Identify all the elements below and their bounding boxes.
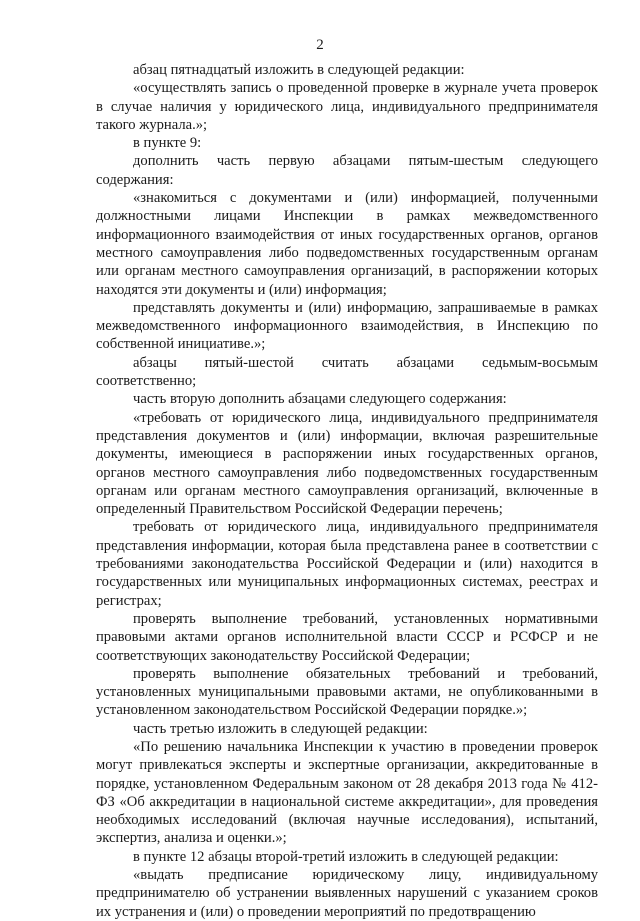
paragraph-4: дополнить часть первую абзацами пятым-шестым следующего содержания: [96,153,598,188]
paragraph-14: «По решению начальника Инспекции к участию в проведении проверок могут привлекаться эксперты и экспертные организации, аккредитованные в порядке, установленном Федеральным законом от 28 декабря 2013 года № 412-ФЗ «Об аккредитации в национальной системе аккредитации», для проведения необходимых исследований (включая научные исследования), испытаний, экспертиз, анализа и оценки.»; [96,738,598,847]
paragraph-7: абзацы пятый-шестой считать абзацами седьмым-восьмым соответственно; [96,354,598,390]
paragraph-12: проверять выполнение обязательных требований и требований, установленных муниципальными правовыми актами, не опубликованными в установленном законодательством Российской Федерации порядке.»; [96,665,598,719]
paragraph-6: представлять документы и (или) информацию, запрашиваемые в рамках межведомственного информационного взаимодействия, в Инспекцию по собственной инициативе.»; [96,299,598,353]
paragraph-2: «осуществлять запись о проведенной проверке в журнале учета проверок в случае наличия у юридического лица, индивидуального предпринимателя такого журнала.»; [96,80,598,133]
paragraph-5: «знакомиться с документами и (или) информацией, полученными должностными лицами Инспекции в рамках межведомственного информационного взаимодействия от иных государственных органов, органов местного самоуправления либо подведомственных государственным органам или органам местного самоуправления организаций, в распоряжении которых находятся эти документы и (или) информация; [96,190,598,298]
paragraph-13: часть третью изложить в следующей редакции: [133,720,428,737]
paragraph-10: требовать от юридического лица, индивидуального предпринимателя представления информации, которая была представлена ранее в соответствии с требованиями законодательства Российской Федерации и (или) находится в государственных или муниципальных информационных системах, реестрах и регистрах; [96,519,598,609]
paragraph-15: в пункте 12 абзацы второй-третий изложить в следующей редакции: [133,848,559,865]
page-number: 2 [316,37,324,53]
paragraph-3: в пункте 9: [133,135,202,152]
paragraph-8: часть вторую дополнить абзацами следующего содержания: [133,391,507,408]
paragraph-1: абзац пятнадцатый изложить в следующей редакции: [133,62,465,78]
paragraph-9: «требовать от юридического лица, индивидуального предпринимателя представления документов и (или) информации, включая разрешительные документы, имеющиеся в распоряжении иных государственных органов, органов местного самоуправления либо подведомственных государственным органам или органам местного самоуправления организаций, включенные в определенный Правительством Российской Федерации перечень; [96,409,598,518]
paragraph-11: проверять выполнение требований, установленных нормативными правовыми актами органов исполнительной власти СССР и РСФСР и не соответствующих законодательству Российской Федерации; [96,610,598,664]
document-body [96,61,598,921]
paragraph-16: «выдать предписание юридическому лицу, индивидуальному предпринимателю об устранении выявленных нарушений с указанием сроков их устранения и (или) о проведении мероприятий по предотвращению [96,867,598,920]
